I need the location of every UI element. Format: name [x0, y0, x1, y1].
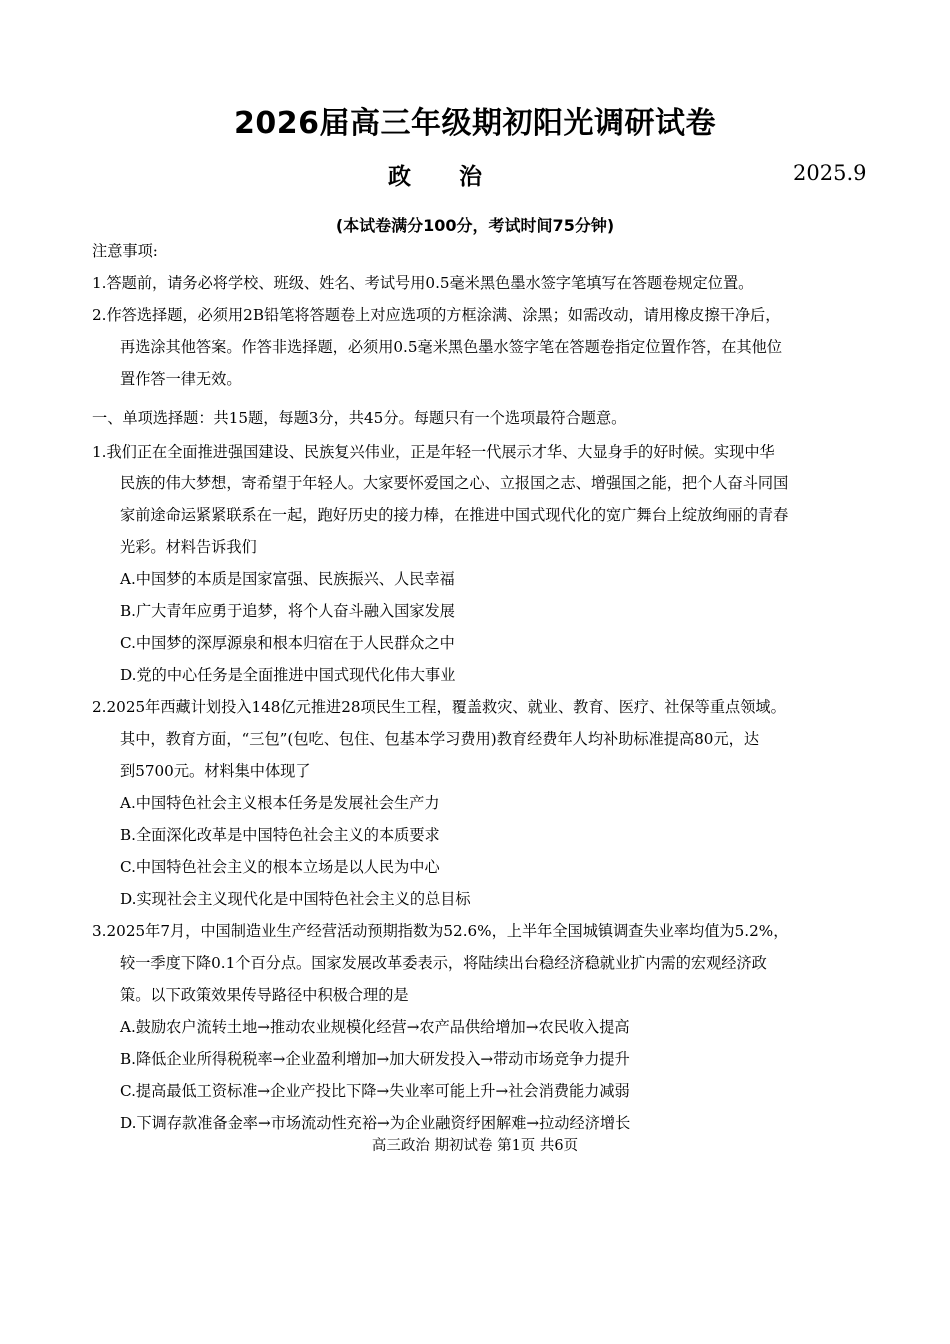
question-1-stem-line: 家前途命运紧紧联系在一起，跑好历史的接力棒，在推进中国式现代化的宽广舞台上绽放绚丽的青春	[120, 506, 789, 524]
question-2-option-a: A.中国特色社会主义根本任务是发展社会生产力	[120, 794, 440, 812]
question-2-stem-line: 到5700元。材料集中体现了	[120, 762, 311, 780]
subject-label: 政治	[388, 164, 530, 190]
question-2-option-c: C.中国特色社会主义的根本立场是以人民为中心	[120, 858, 440, 876]
notice-heading: 注意事项:	[92, 242, 158, 260]
question-1-option-d: D.党的中心任务是全面推进中国式现代化伟大事业	[120, 666, 456, 684]
notice-item-1: 1.答题前，请务必将学校、班级、姓名、考试号用0.5毫米黑色墨水签字笔填写在答题卷规定位置。	[92, 274, 754, 292]
exam-meta: (本试卷满分100分，考试时间75分钟)	[335, 216, 615, 235]
question-3-stem-line: 策。以下政策效果传导路径中积极合理的是	[120, 986, 409, 1004]
notice-item-2-line-1: 2.作答选择题，必须用2B铅笔将答题卷上对应选项的方框涂满、涂黑；如需改动，请用橡皮擦干净后，	[92, 306, 781, 324]
question-1-stem-line: 民族的伟大梦想，寄希望于年轻人。大家要怀爱国之心、立报国之志、增强国之能，把个人奋斗同国	[120, 474, 789, 492]
question-2-stem-line: 其中，教育方面，“三包”(包吃、包住、包基本学习费用)教育经费年人均补助标准提高80元，达	[120, 730, 760, 748]
question-1-option-b: B.广大青年应勇于追梦，将个人奋斗融入国家发展	[120, 602, 455, 620]
notice-item-2-line-2: 再选涂其他答案。作答非选择题，必须用0.5毫米黑色墨水签字笔在答题卷指定位置作答，在其他位	[120, 338, 783, 356]
exam-title: 2026届高三年级期初阳光调研试卷	[234, 106, 716, 141]
notice-item-2-line-3: 置作答一律无效。	[120, 370, 242, 388]
section-heading: 一、单项选择题：共15题，每题3分，共45分。每题只有一个选项最符合题意。	[92, 409, 627, 427]
question-3-option-b: B.降低企业所得税税率→企业盈利增加→加大研发投入→带动市场竞争力提升	[120, 1050, 630, 1068]
question-1-option-c: C.中国梦的深厚源泉和根本归宿在于人民群众之中	[120, 634, 455, 652]
question-3-stem-line: 3.2025年7月，中国制造业生产经营活动预期指数为52.6%，上半年全国城镇调查失业率均值为5.2%，	[92, 922, 789, 940]
question-1-option-a: A.中国梦的本质是国家富强、民族振兴、人民幸福	[120, 570, 455, 588]
question-2-option-b: B.全面深化改革是中国特色社会主义的本质要求	[120, 826, 440, 844]
exam-date: 2025.9	[793, 161, 867, 185]
question-3-stem-line: 较一季度下降0.1个百分点。国家发展改革委表示，将陆续出台稳经济稳就业扩内需的宏观经济政	[120, 954, 767, 972]
page-footer: 高三政治 期初试卷 第1页 共6页	[371, 1138, 579, 1154]
question-2-option-d: D.实现社会主义现代化是中国特色社会主义的总目标	[120, 890, 471, 908]
question-2-stem-line: 2.2025年西藏计划投入148亿元推进28项民生工程，覆盖救灾、就业、教育、医疗、社保等重点领域。	[92, 698, 786, 716]
question-1-stem-line: 1.我们正在全面推进强国建设、民族复兴伟业，正是年轻一代展示才华、大显身手的好时候。实现中华	[92, 443, 775, 461]
question-3-option-c: C.提高最低工资标准→企业产投比下降→失业率可能上升→社会消费能力减弱	[120, 1082, 630, 1100]
question-3-option-a: A.鼓励农户流转土地→推动农业规模化经营→农产品供给增加→农民收入提高	[120, 1018, 630, 1036]
question-1-stem-line: 光彩。材料告诉我们	[120, 538, 257, 556]
question-3-option-d: D.下调存款准备金率→市场流动性充裕→为企业融资纾困解难→拉动经济增长	[120, 1114, 631, 1132]
